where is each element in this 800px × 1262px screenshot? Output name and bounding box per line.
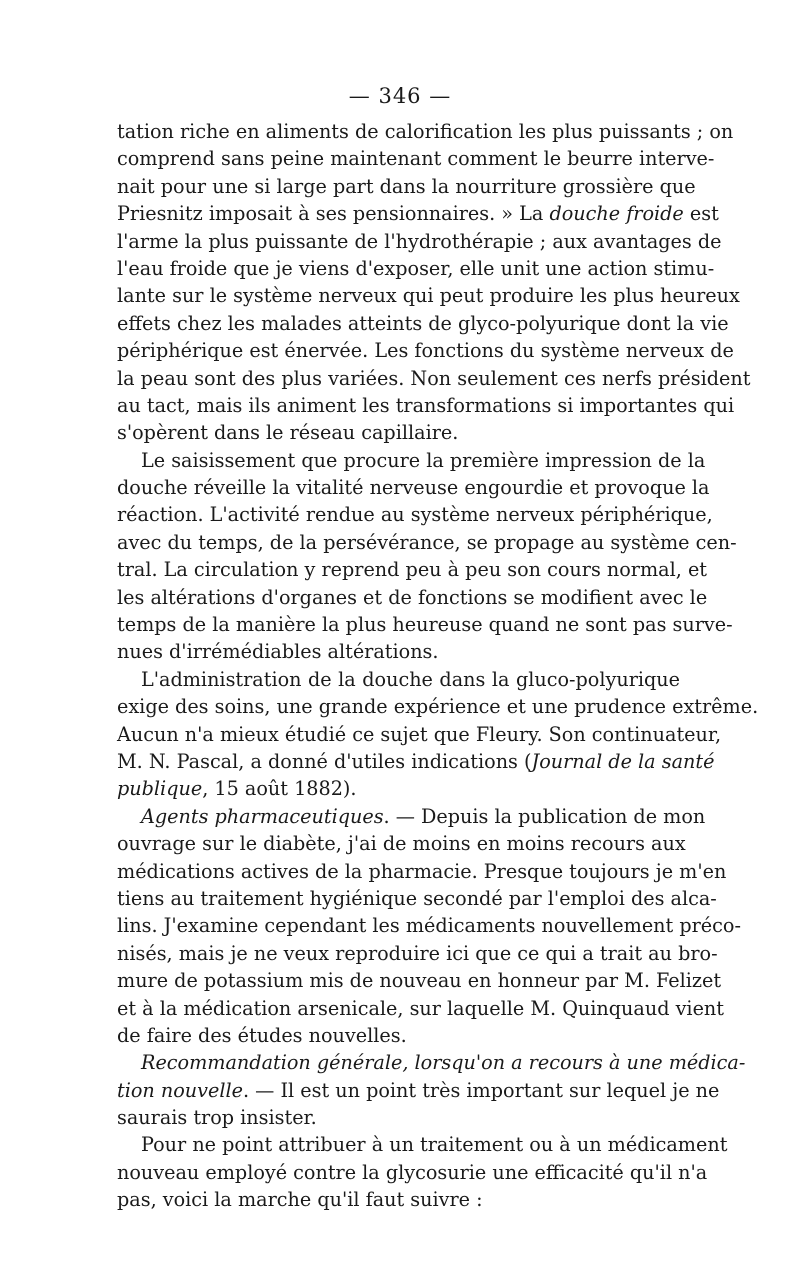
- text-line: tiens au traitement hygiénique secondé par l'emploi des alca-: [117, 886, 717, 910]
- text-line: nait pour une si large part dans la nourriture grossière que: [117, 174, 696, 198]
- text-line: nues d'irrémédiables altérations.: [117, 640, 439, 664]
- text-line: la peau sont des plus variées. Non seulement ces nerfs président: [117, 366, 751, 390]
- text-segment: . — Il est un point très important sur lequel je ne: [242, 1078, 720, 1102]
- text-line: Le saisissement que procure la première impression de la: [141, 448, 706, 472]
- italic-segment: Journal de la santé: [531, 749, 715, 773]
- text-line: les altérations d'organes et de fonctions se modifient avec le: [117, 585, 708, 609]
- text-line: l'arme la plus puissante de l'hydrothérapie ; aux avantages de: [117, 229, 722, 253]
- italic-segment: publique: [117, 777, 203, 801]
- text-line: nouveau employé contre la glycosurie une efficacité qu'il n'a: [117, 1160, 708, 1184]
- text-line: avec du temps, de la persévérance, se propage au système cen-: [117, 530, 737, 554]
- text-line: et à la médication arsenicale, sur laquelle M. Quinquaud vient: [117, 996, 724, 1020]
- text-line: [117, 1049, 746, 1076]
- text-line: tation riche en aliments de calorification les plus puissants ; on: [117, 120, 734, 143]
- text-line: Aucun n'a mieux étudié ce sujet que Fleury. Son continuateur,: [117, 722, 722, 746]
- italic-segment: douche froide: [549, 202, 684, 226]
- text-line: effets chez les malades atteints de glyco-polyurique dont la vie: [117, 311, 729, 335]
- text-line: pas, voici la marche qu'il faut suivre :: [117, 1188, 483, 1212]
- text-line: [117, 775, 680, 802]
- text-line: [117, 748, 715, 775]
- text-line: lins. J'examine cependant les médicaments nouvellement préco-: [117, 914, 741, 938]
- text-segment: M. N. Pascal, a donné d'utiles indications (: [117, 749, 532, 773]
- page-number: — 346 —: [348, 84, 452, 108]
- text-line: [117, 1077, 720, 1104]
- text-line: de faire des études nouvelles.: [117, 1023, 407, 1047]
- text-line: périphérique est énervée. Les fonctions du système nerveux de: [117, 339, 734, 363]
- text-segment: Priesnitz imposait à ses pensionnaires. » La: [117, 202, 550, 226]
- text-line: L'administration de la douche dans la gluco-polyurique: [141, 667, 680, 691]
- text-segment: , 15 août 1882).: [202, 777, 357, 801]
- text-line: saurais trop insister.: [117, 1106, 317, 1130]
- italic-segment: Recommandation générale, lorsqu'on a recours à une médica-: [141, 1051, 746, 1075]
- text-line: tral. La circulation y reprend peu à peu son cours normal, et: [117, 558, 708, 582]
- text-segment: . — Depuis la publication de mon: [383, 804, 706, 828]
- text-line: au tact, mais ils animent les transformations si importantes qui: [117, 393, 735, 417]
- text-line: lante sur le système nerveux qui peut produire les plus heureux: [117, 284, 740, 308]
- text-line: réaction. L'activité rendue au système nerveux périphérique,: [117, 503, 713, 527]
- text-line: mure de potassium mis de nouveau en honneur par M. Felizet: [117, 969, 722, 993]
- text-line: comprend sans peine maintenant comment le beurre interve-: [117, 147, 715, 171]
- italic-segment: Agents pharmaceutiques: [141, 804, 384, 828]
- text-line: [117, 803, 706, 830]
- text-segment: est: [683, 202, 719, 226]
- text-line: s'opèrent dans le réseau capillaire.: [117, 421, 459, 445]
- text-line: exige des soins, une grande expérience et une prudence extrême.: [117, 695, 759, 719]
- italic-segment: tion nouvelle: [117, 1078, 243, 1102]
- text-line: Pour ne point attribuer à un traitement ou à un médicament: [141, 1133, 728, 1157]
- text-line: médications actives de la pharmacie. Presque toujours je m'en: [117, 859, 727, 883]
- text-line: temps de la manière la plus heureuse quand ne sont pas surve-: [117, 613, 733, 637]
- text-line: douche réveille la vitalité nerveuse engourdie et provoque la: [117, 476, 710, 500]
- text-line: ouvrage sur le diabète, j'ai de moins en moins recours aux: [117, 832, 686, 856]
- body-text: [117, 118, 759, 1214]
- text-line: [117, 200, 719, 227]
- text-line: l'eau froide que je viens d'exposer, elle unit une action stimu-: [117, 256, 715, 280]
- text-line: nisés, mais je ne veux reproduire ici que ce qui a trait au bro-: [117, 941, 718, 965]
